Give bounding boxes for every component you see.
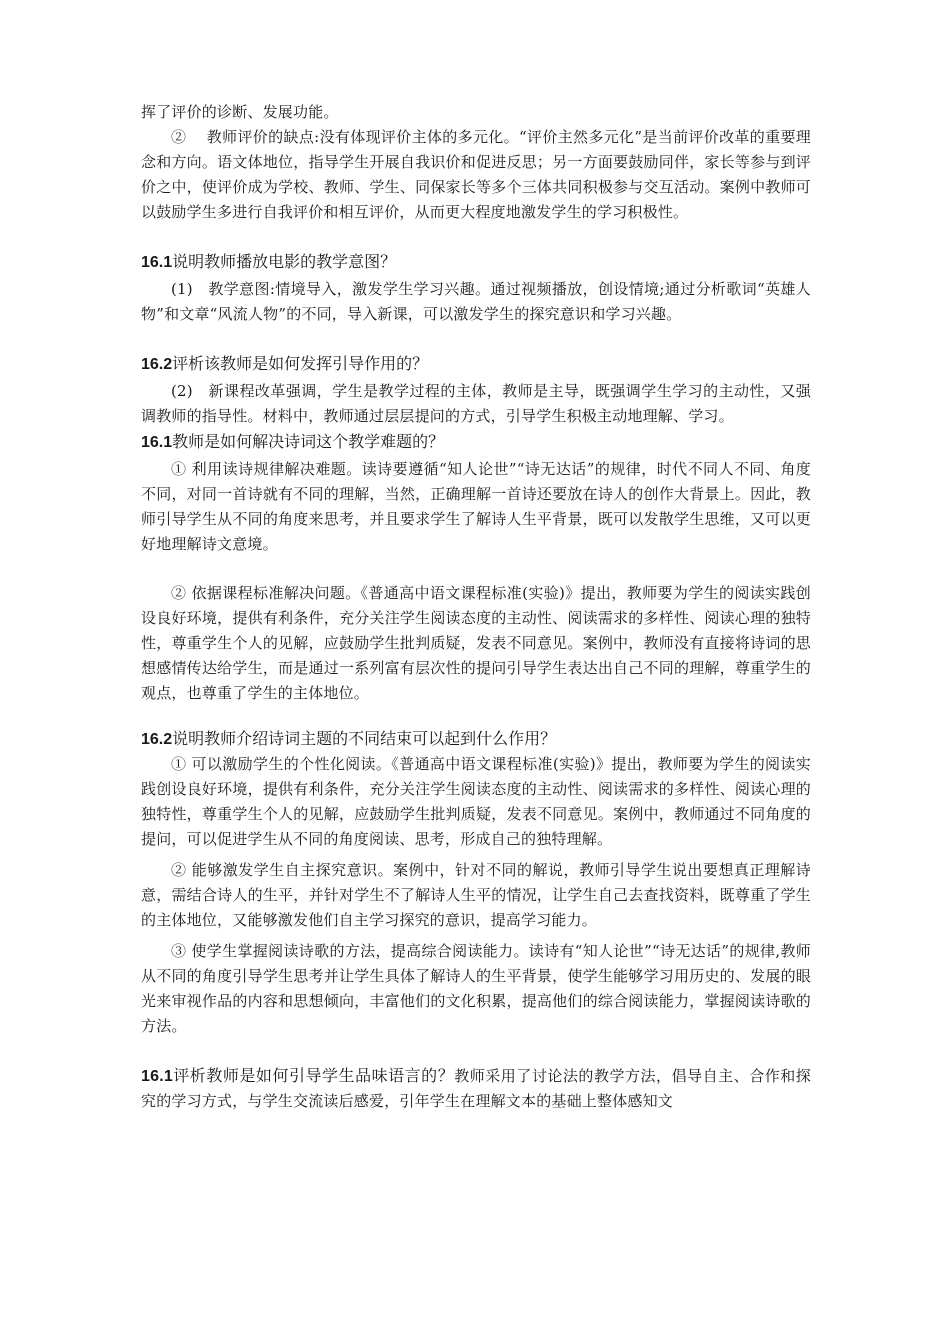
answer-paragraph: ① 可以激励学生的个性化阅读。《普通高中语文课程标准(实验)》提出，教师要为学生的阅读实践创设良好环境，提供有利条件，充分关注学生阅读态度的主动性、阅读需求的多样性、阅读心理的独特性，尊重学生个人的见解，应鼓励学生批判质疑，发表不同意见。案例中，教师通过不同角度的提问，可以促进学生从不同的角度阅读、思考，形成自己的独特理解。 — [141, 755, 811, 848]
question-paragraph-5 — [141, 1063, 811, 1114]
question-heading-1 — [141, 249, 811, 275]
question-title: 评析该教师是如何发挥引导作用的？ — [172, 354, 429, 373]
paragraph-teacher-evaluation-shortcoming: ② 教师评价的缺点:没有体现评价主体的多元化。“评价主然多元化”是当前评价改革的重要理念和方向。语文体地位，指导学生开展自我识价和促进反思；另一方面要鼓励同伴，家长等参与到评价之中，使评价成为学校、教师、学生、同保家长等多个三体共同积极参与交互活动。案例中教师可以鼓励学生多进行自我评价和相互评价，从而更大程度地激发学生的学习积极性。 — [141, 128, 811, 221]
question-number: 16.2 — [141, 356, 173, 373]
question-number: 16.1 — [141, 434, 173, 451]
answer-paragraph: ② 能够激发学生自主探究意识。案例中，针对不同的解说，教师引导学生说出要想真正理解诗意，需结合诗人的生平，并针对学生不了解诗人生平的情况，让学生自己去查找资料，既尊重了学生的主体地位，又能够激发他们自主学习探究的意识，提高学习能力。 — [141, 861, 811, 929]
answer-paragraph: ② 依据课程标准解决问题。《普通高中语文课程标准(实验)》提出，教师要为学生的阅读实践创设良好环境，提供有利条件，充分关注学生阅读态度的主动性、阅读需求的多样性、阅读心理的独特性，尊重学生个人的见解，应鼓励学生批判质疑，发表不同意见。案例中，教师没有直接将诗词的思想感情传达给学生，而是通过一系列富有层次性的提问引导学生表达出自己不同的理解，尊重学生的观点，也尊重了学生的主体地位。 — [141, 584, 811, 702]
question-title: 说明教师播放电影的教学意图？ — [172, 252, 397, 271]
paragraph-continuation: 挥了评价的诊断、发展功能。 — [141, 103, 339, 121]
question-number: 16.1 — [141, 254, 173, 271]
question-title: 教师是如何解决诗词这个教学难题的？ — [172, 432, 445, 451]
answer-paragraph: ① 利用读诗规律解决难题。读诗要遵循“知人论世”“诗无达话”的规律，时代不同人不同、角度不同，对同一首诗就有不同的理解，当然，正确理解一首诗还要放在诗人的创作大背景上。因此，教师引导学生从不同的角度来思考，并且要求学生了解诗人生平背景，既可以发散学生思维，又可以更好地理解诗文意境。 — [141, 460, 811, 553]
question-number: 16.1 — [141, 1068, 173, 1085]
question-heading-4 — [141, 726, 811, 752]
answer-text: 教师采用了讨论法的教学方法，倡导自主、合作和探究的学习方式，与学生交流读后感爱，引年学生在理解文本的基础上整体感知文 — [141, 1067, 811, 1110]
question-title: 说明教师介绍诗词主题的不同结束可以起到什么作用？ — [172, 729, 557, 748]
question-heading-3 — [141, 429, 811, 455]
answer-paragraph: (1) 教学意图:情境导入，激发学生学习兴趣。通过视频播放，创设情境;通过分析歌词“英雄人物”和文章“风流人物”的不同，导入新课，可以激发学生的探究意识和学习兴趣。 — [141, 280, 811, 323]
answer-paragraph: (2) 新课程改革强调，学生是教学过程的主体，教师是主导，既强调学生学习的主动性，又强调教师的指导性。材料中，教师通过层层提问的方式，引导学生积极主动地理解、学习。 — [141, 382, 811, 425]
answer-paragraph: ③ 使学生掌握阅读诗歌的方法，提高综合阅读能力。读诗有“知人论世”“诗无达话”的规律,教师从不同的角度引导学生思考并让学生具体了解诗人的生平背景，使学生能够学习用历史的、发展的眼光来审视作品的内容和思想倾向，丰富他们的文化积累，提高他们的综合阅读能力，掌握阅读诗歌的方法。 — [141, 942, 811, 1035]
question-title: 评析教师是如何引导学生品味语言的？ — [172, 1066, 455, 1085]
question-number: 16.2 — [141, 731, 173, 748]
document-page — [141, 100, 811, 1114]
question-heading-2 — [141, 351, 811, 377]
